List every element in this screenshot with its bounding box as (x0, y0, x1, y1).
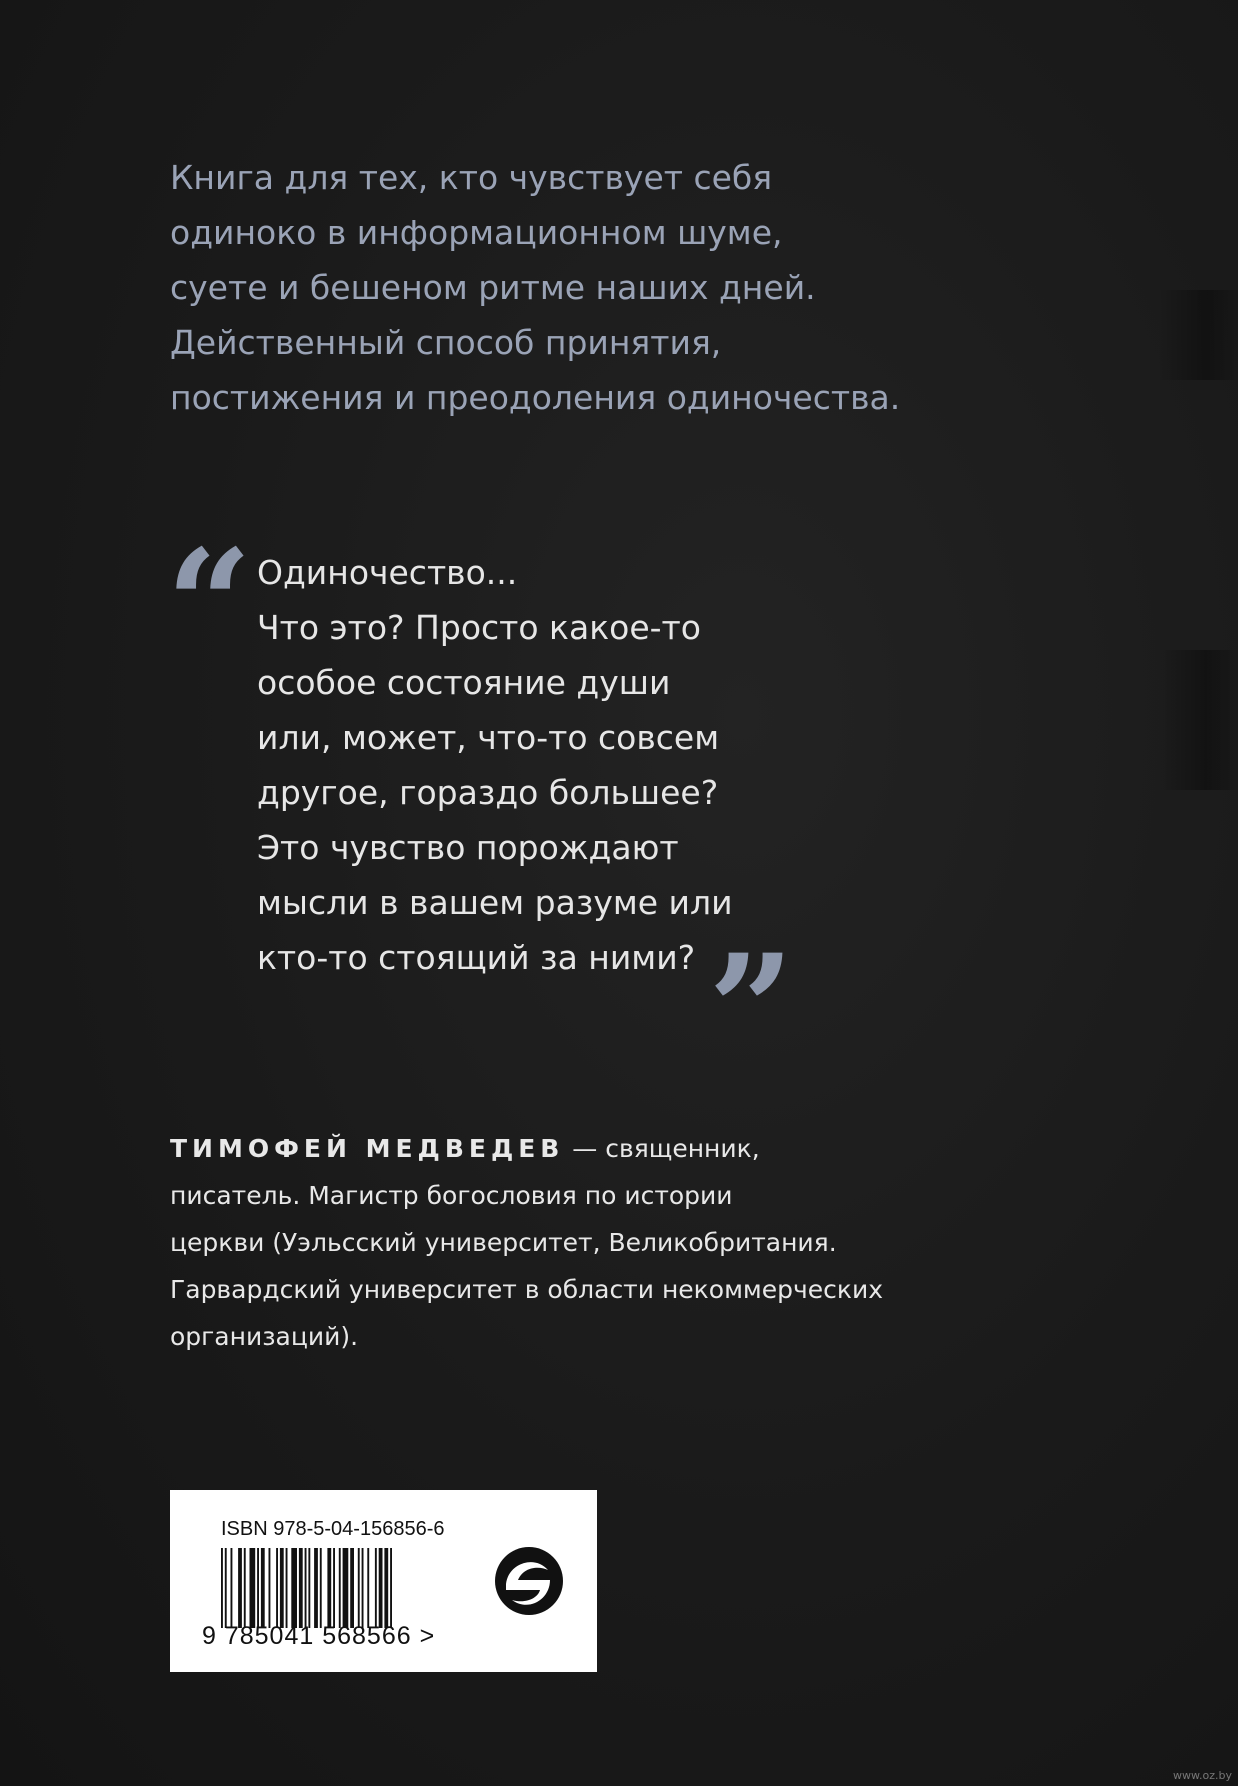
blurb-paragraph (170, 150, 930, 425)
quote-line: Одиночество... (257, 553, 518, 592)
barcode-icon (221, 1548, 449, 1628)
author-bio (170, 1125, 890, 1360)
quote-line: или, может, что-то совсем (257, 718, 720, 757)
author-role: — священник, (564, 1134, 760, 1163)
quote-line: Это чувство порождают (257, 828, 679, 867)
watermark: www.oz.by (1173, 1769, 1232, 1782)
author-bio-first-line (170, 1125, 890, 1172)
blurb-line: одиноко в информационном шуме, (170, 213, 783, 252)
blurb-line: Книга для тех, кто чувствует себя (170, 158, 773, 197)
quote-line: мысли в вашем разуме или (257, 883, 733, 922)
blurb-line: суете и бешеном ритме наших дней. (170, 268, 816, 307)
cover-fold-shadow (1158, 290, 1238, 380)
blurb-line: постижения и преодоления одиночества. (170, 378, 901, 417)
author-bio-line: писатель. Магистр богословия по истории (170, 1181, 733, 1210)
barcode-label (170, 1490, 597, 1672)
quote-line: Что это? Просто какое-то (257, 608, 701, 647)
ean-digits: 9 785041 568566 > (202, 1622, 436, 1650)
quote-line: другое, гораздо большее? (257, 773, 719, 812)
blurb-line: Действенный способ принятия, (170, 323, 722, 362)
author-bio-line: Гарвардский университет в области некоммерческих (170, 1275, 884, 1304)
eksmo-logo-icon (488, 1540, 570, 1622)
close-quote-icon: ” (708, 922, 795, 1098)
author-bio-line: церкви (Уэльсский университет, Великобритания. (170, 1228, 837, 1257)
author-name: ТИМОФЕЙ МЕДВЕДЕВ (170, 1134, 565, 1163)
open-quote-icon: “ (166, 517, 253, 693)
isbn-number: ISBN 978-5-04-156856-6 (221, 1518, 445, 1540)
quote-line: особое состояние души (257, 663, 671, 702)
quote-block (257, 545, 817, 985)
author-bio-line: организаций). (170, 1322, 359, 1351)
cover-fold-shadow (1158, 650, 1238, 790)
quote-line: кто-то стоящий за ними? (257, 938, 696, 977)
